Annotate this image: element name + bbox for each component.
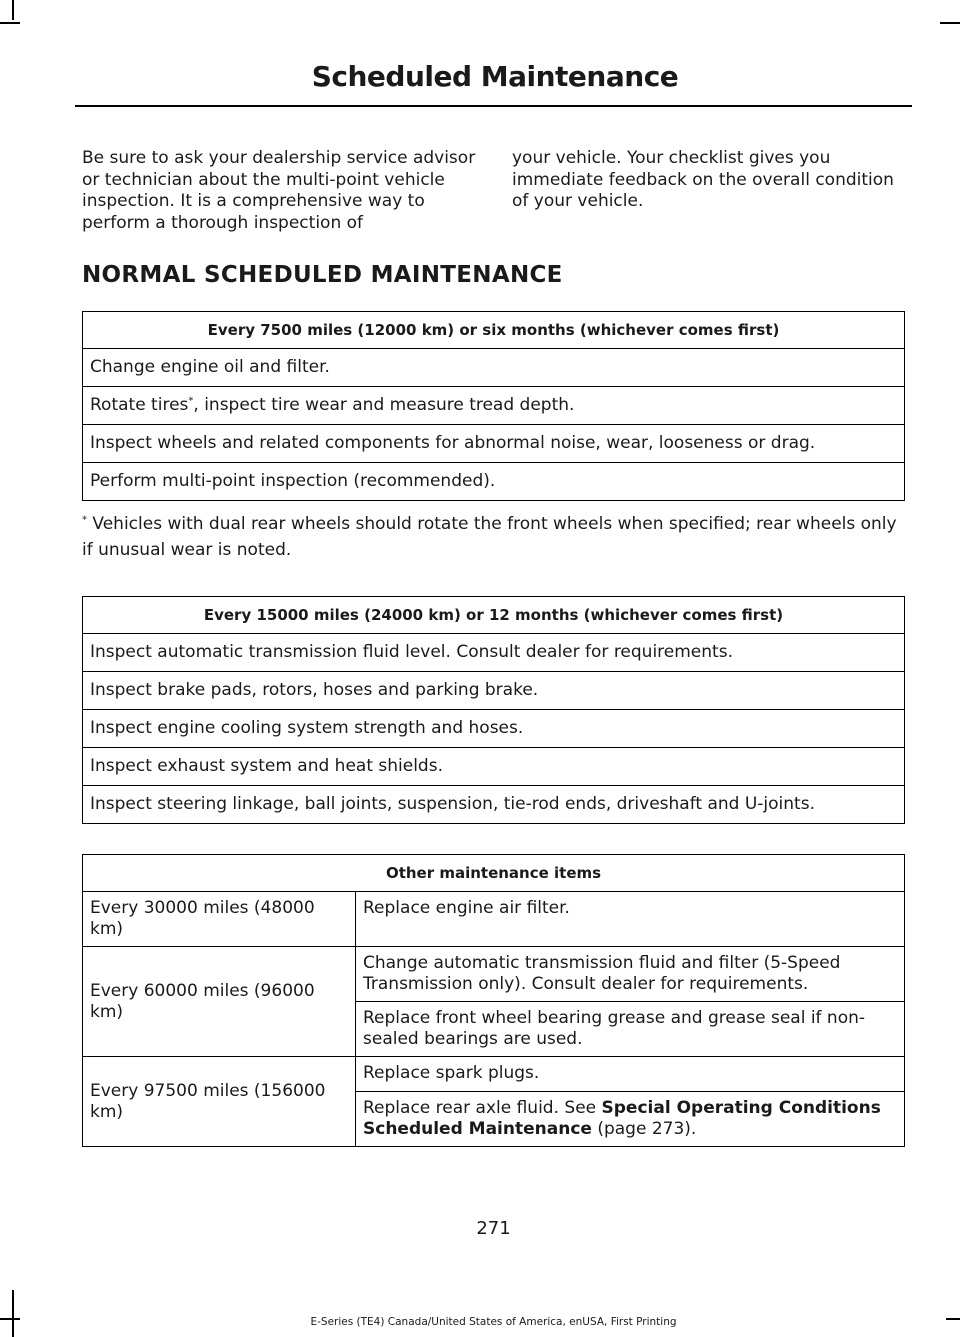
maintenance-item xyxy=(356,1092,905,1147)
table-row: Perform multi-point inspection (recommended). xyxy=(83,463,905,501)
crop-mark xyxy=(940,22,960,24)
page-number: 271 xyxy=(476,1218,511,1239)
maintenance-table-7500 xyxy=(82,311,905,501)
table-row: Inspect steering linkage, ball joints, suspension, tie-rod ends, driveshaft and U-joints. xyxy=(83,786,905,824)
interval-cell: Every 97500 miles (156000 km) xyxy=(83,1057,356,1147)
table-row xyxy=(83,387,905,425)
table-footnote xyxy=(82,511,912,563)
maintenance-table-15000 xyxy=(82,596,905,824)
footnote-marker: * xyxy=(82,514,87,526)
footnote-text: Vehicles with dual rear wheels should rotate the front wheels when specified; rear wheels only if unusual wear is noted. xyxy=(82,514,897,560)
maintenance-item: Change automatic transmission fluid and filter (5-Speed Transmission only). Consult dealer for requirements. xyxy=(356,947,905,1002)
rotate-tires-text: Rotate tires xyxy=(90,395,189,415)
table-row: Inspect wheels and related components for abnormal noise, wear, looseness or drag. xyxy=(83,425,905,463)
axle-fluid-text: Replace rear axle fluid. See xyxy=(363,1098,602,1118)
table-header: Every 15000 miles (24000 km) or 12 months (whichever comes first) xyxy=(83,597,905,634)
maintenance-item: Replace front wheel bearing grease and grease seal if non-sealed bearings are used. xyxy=(356,1002,905,1057)
table-row: Change engine oil and filter. xyxy=(83,349,905,387)
interval-cell: Every 30000 miles (48000 km) xyxy=(83,892,356,947)
rotate-tires-suffix: , inspect tire wear and measure tread depth. xyxy=(193,395,575,415)
crop-mark xyxy=(0,22,20,24)
table-row: Inspect automatic transmission fluid level. Consult dealer for requirements. xyxy=(83,634,905,672)
interval-cell: Every 60000 miles (96000 km) xyxy=(83,947,356,1057)
page-title: Scheduled Maintenance xyxy=(311,60,679,93)
footnote-marker: * xyxy=(188,395,194,407)
header-divider xyxy=(75,105,912,107)
page-reference: (page 273). xyxy=(591,1119,697,1139)
table-header: Other maintenance items xyxy=(83,855,905,892)
maintenance-item: Replace spark plugs. xyxy=(356,1057,905,1092)
intro-text xyxy=(82,148,912,234)
table-row: Inspect brake pads, rotors, hoses and parking brake. xyxy=(83,672,905,710)
table-header: Every 7500 miles (12000 km) or six months (whichever comes first) xyxy=(83,312,905,349)
intro-column-right: your vehicle. Your checklist gives you immediate feedback on the overall condition of your vehicle. xyxy=(512,148,894,211)
crop-mark xyxy=(12,1290,14,1337)
maintenance-item: Replace engine air filter. xyxy=(356,892,905,947)
section-heading: NORMAL SCHEDULED MAINTENANCE xyxy=(82,262,563,288)
footer-text: E-Series (TE4) Canada/United States of America, enUSA, First Printing xyxy=(310,1316,677,1328)
table-row: Inspect exhaust system and heat shields. xyxy=(83,748,905,786)
table-row: Inspect engine cooling system strength and hoses. xyxy=(83,710,905,748)
other-maintenance-table xyxy=(82,854,905,1147)
intro-column-left: Be sure to ask your dealership service advisor or technician about the multi-point vehicle inspection. It is a comprehensive way to perform a thorough inspection of xyxy=(82,148,476,233)
crop-mark xyxy=(12,0,14,20)
cross-reference-link[interactable]: Special Operating Conditions Scheduled Maintenance xyxy=(363,1098,881,1139)
